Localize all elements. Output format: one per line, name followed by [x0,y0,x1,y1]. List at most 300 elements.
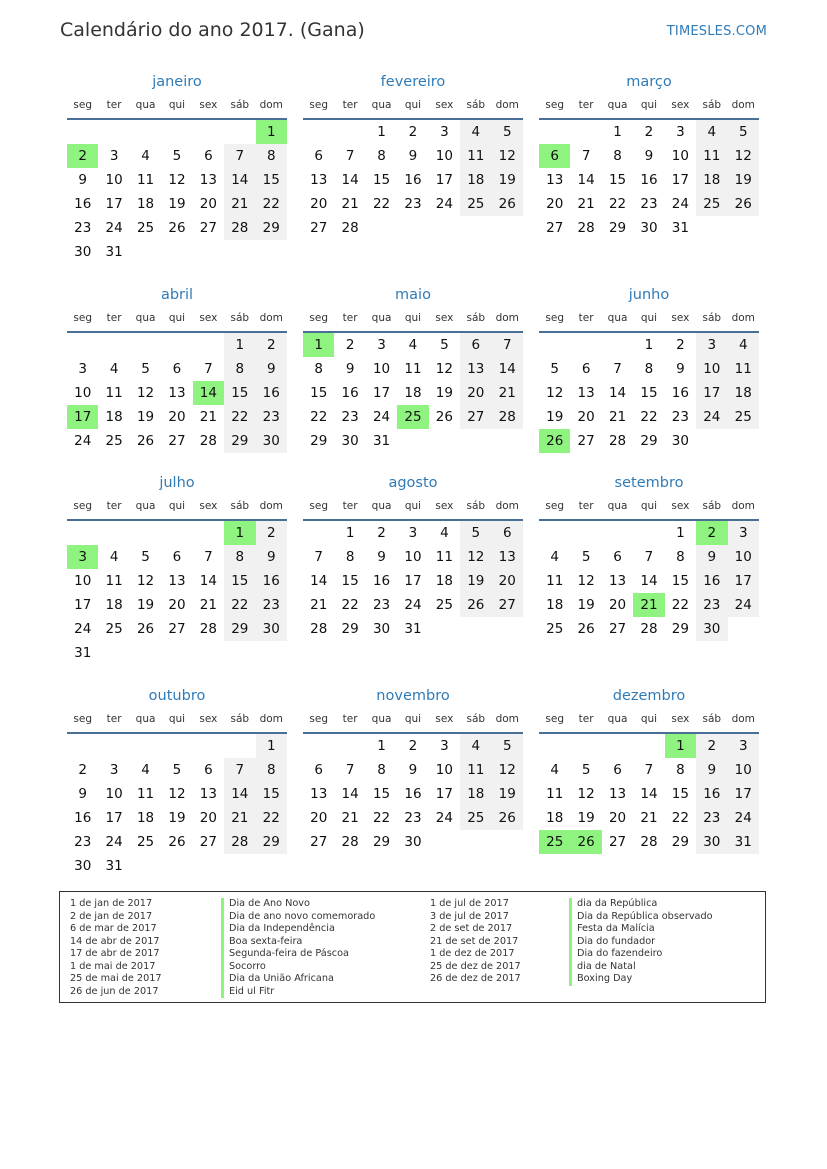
day-cell: 26 [168,220,186,236]
day-cell: 16 [74,196,92,212]
empty-cell [130,521,161,545]
legend-names-col2 [569,898,713,986]
day-cell: 16 [404,786,422,802]
weekday-header: sáb [460,307,491,333]
day-cell: 29 [256,216,287,240]
month-day-grid [303,94,523,240]
month-maio [303,284,523,453]
day-cell: 28 [492,405,523,429]
empty-cell [98,333,129,357]
holiday-date: 1 de jan de 2017 [70,898,153,909]
empty-cell [193,521,224,545]
day-cell: 30 [404,834,422,850]
holiday-date: 25 de mai de 2017 [70,973,162,984]
month-day-grid [539,495,759,641]
day-cell: 3 [377,337,386,353]
weekday-header: qua [602,94,633,120]
day-cell: 5 [581,762,591,778]
day-cell: 16 [74,810,92,826]
day-cell: 16 [696,569,727,593]
day-cell: 4 [408,337,418,353]
day-cell: 20 [310,810,328,826]
day-cell: 12 [492,758,523,782]
day-cell: 15 [372,786,391,802]
weekday-header: dom [492,307,523,333]
day-cell: 27 [199,834,217,850]
month-agosto [303,472,523,641]
weekday-header: qua [130,307,161,333]
day-cell: 10 [404,549,422,565]
month-name: abril [160,287,194,303]
day-cell: 28 [341,834,359,850]
day-cell: 7 [224,758,255,782]
month-day-grid [303,708,523,854]
empty-cell [224,120,255,144]
day-cell: 12 [492,144,523,168]
day-cell: 4 [460,120,491,144]
day-cell: 8 [676,549,685,565]
empty-cell [570,333,601,357]
day-cell: 22 [224,405,255,429]
month-fevereiro [303,71,523,240]
day-cell: 29 [256,830,287,854]
empty-cell [67,734,98,758]
weekday-header: qua [130,708,161,734]
empty-cell [161,734,192,758]
weekday-header: qui [397,94,428,120]
day-cell: 14 [492,357,523,381]
weekday-header: qui [633,495,664,521]
month-name: novembro [376,688,450,704]
day-cell: 7 [345,762,355,778]
day-cell: 24 [404,597,422,613]
day-cell: 25 [460,806,491,830]
month-day-grid [539,708,759,854]
day-cell: 21 [310,597,328,613]
day-cell: 31 [74,645,92,661]
day-cell: 29 [372,834,391,850]
day-cell: 14 [640,786,658,802]
day-cell: 22 [640,409,658,425]
weekday-header: seg [303,495,334,521]
weekday-header: dom [256,708,287,734]
day-cell: 17 [404,573,422,589]
weekday-header: qua [130,94,161,120]
day-cell: 30 [74,858,92,874]
day-cell: 31 [105,858,123,874]
day-cell: 1 [613,124,622,140]
day-cell: 22 [372,810,391,826]
day-cell: 6 [204,148,213,164]
day-cell: 23 [256,405,287,429]
day-cell: 19 [136,597,155,613]
day-cell: 22 [341,597,359,613]
day-cell: 8 [613,148,622,164]
day-cell: 18 [435,573,453,589]
day-cell: 6 [613,549,622,565]
weekday-header: sáb [224,94,255,120]
weekday-header: dom [492,495,523,521]
day-cell: 7 [345,148,355,164]
day-cell: 6 [613,762,622,778]
day-cell: 4 [550,549,559,565]
month-name: março [626,74,672,90]
day-cell: 28 [199,433,217,449]
day-cell: 24 [372,409,391,425]
holiday-date: 21 de set de 2017 [430,935,519,947]
weekday-header: qui [633,307,664,333]
day-cell: 17 [105,810,123,826]
day-cell: 11 [435,549,453,565]
weekday-header: dom [492,94,523,120]
day-cell: 15 [310,385,328,401]
day-cell: 26 [136,621,155,637]
weekday-header: sáb [224,708,255,734]
holiday-date: 26 de dez de 2017 [430,973,521,984]
day-cell: 4 [109,361,119,377]
day-cell: 16 [671,385,689,401]
day-cell: 4 [141,762,150,778]
weekday-header: dom [728,307,759,333]
weekday-header: ter [98,94,129,120]
weekday-header: dom [256,307,287,333]
weekday-header: ter [334,307,365,333]
day-cell: 29 [608,220,627,236]
day-cell: 11 [546,573,564,589]
day-cell: 6 [581,361,591,377]
day-cell: 26 [728,192,759,216]
day-cell: 13 [492,545,523,569]
day-cell: 21 [199,409,217,425]
day-cell: 4 [440,525,449,541]
day-cell: 8 [314,361,323,377]
holiday-date: 17 de abr de 2017 [70,948,160,959]
weekday-header: sex [665,307,696,333]
holiday-name: Dia da União Africana [221,973,375,986]
day-cell: 16 [404,172,422,188]
weekday-header: sex [429,708,460,734]
empty-cell [303,120,334,144]
day-cell: 12 [460,545,491,569]
weekday-header: ter [570,94,601,120]
day-cell: 19 [168,810,186,826]
day-cell: 9 [256,545,287,569]
holiday-date: 1 de jul de 2017 [430,898,509,909]
day-cell: 5 [728,120,759,144]
day-cell: 2 [644,124,654,140]
day-cell: 1 [345,525,355,541]
day-cell: 10 [696,357,727,381]
day-cell: 21 [341,196,359,212]
day-cell: 28 [341,220,359,236]
day-cell: 23 [640,196,658,212]
day-cell: 13 [199,786,217,802]
holiday-day-cell: 26 [570,830,601,854]
month-day-grid [67,495,287,665]
day-cell: 30 [696,617,727,641]
day-cell: 9 [78,786,87,802]
day-cell: 28 [640,621,658,637]
day-cell: 15 [341,573,359,589]
day-cell: 20 [199,196,217,212]
weekday-header: sáb [696,708,727,734]
weekday-header: sex [429,307,460,333]
holiday-name: Boa sexta-feira [221,936,375,949]
day-cell: 13 [168,573,186,589]
day-cell: 24 [728,806,759,830]
day-cell: 1 [256,734,287,758]
weekday-header: sex [193,495,224,521]
empty-cell [303,734,334,758]
day-cell: 9 [408,762,418,778]
weekday-header: seg [539,708,570,734]
holiday-name: Festa da Malícia [569,923,713,936]
day-cell: 13 [199,172,217,188]
day-cell: 7 [581,148,591,164]
day-cell: 4 [141,148,150,164]
day-cell: 12 [728,144,759,168]
day-cell: 1 [676,525,685,541]
month-julho [67,472,287,665]
day-cell: 9 [345,361,355,377]
day-cell: 22 [224,593,255,617]
holiday-date: 1 de dez de 2017 [430,948,515,959]
day-cell: 13 [168,385,186,401]
day-cell: 22 [256,192,287,216]
day-cell: 4 [696,120,727,144]
day-cell: 21 [199,597,217,613]
day-cell: 27 [199,220,217,236]
weekday-header: sáb [460,94,491,120]
empty-cell [539,734,570,758]
day-cell: 17 [728,782,759,806]
day-cell: 3 [109,148,119,164]
day-cell: 7 [224,144,255,168]
empty-cell [539,521,570,545]
weekday-header: sex [665,708,696,734]
weekday-header: dom [728,94,759,120]
empty-cell [224,734,255,758]
empty-cell [334,120,365,144]
weekday-header: seg [539,495,570,521]
day-cell: 28 [224,216,255,240]
day-cell: 28 [608,433,627,449]
day-cell: 14 [199,573,217,589]
weekday-header: qua [602,708,633,734]
empty-cell [193,734,224,758]
legend-names-col1 [221,898,375,998]
day-cell: 7 [492,333,523,357]
day-cell: 31 [404,621,422,637]
day-cell: 3 [676,124,685,140]
day-cell: 27 [608,834,627,850]
day-cell: 5 [460,521,491,545]
weekday-header: qui [161,495,192,521]
day-cell: 27 [310,220,328,236]
day-cell: 5 [492,734,523,758]
holiday-day-cell: 1 [303,333,334,357]
day-cell: 5 [141,361,150,377]
day-cell: 10 [372,361,391,377]
day-cell: 23 [671,409,689,425]
month-name: dezembro [612,688,686,704]
day-cell: 12 [136,385,155,401]
day-cell: 19 [492,168,523,192]
empty-cell [130,120,161,144]
day-cell: 25 [105,621,123,637]
day-cell: 5 [172,762,182,778]
day-cell: 2 [78,762,87,778]
day-cell: 18 [546,597,564,613]
day-cell: 25 [136,834,155,850]
holiday-day-cell: 17 [67,405,98,429]
empty-cell [602,734,633,758]
weekday-header: sex [193,307,224,333]
holiday-date: 26 de jun de 2017 [70,985,159,997]
holiday-name: Dia do fundador [569,936,713,949]
day-cell: 12 [136,573,155,589]
day-cell: 29 [640,433,658,449]
day-cell: 26 [460,593,491,617]
day-cell: 2 [377,525,386,541]
day-cell: 23 [404,810,422,826]
day-cell: 4 [550,762,559,778]
day-cell: 30 [74,244,92,260]
day-cell: 6 [492,521,523,545]
day-cell: 30 [341,433,359,449]
day-cell: 8 [377,762,386,778]
month-day-grid [67,708,287,878]
day-cell: 26 [168,834,186,850]
day-cell: 7 [644,762,654,778]
day-cell: 30 [640,220,658,236]
day-cell: 18 [105,409,123,425]
day-cell: 12 [577,573,595,589]
day-cell: 12 [435,361,453,377]
holiday-day-cell: 6 [539,144,570,168]
holiday-date: 1 de mai de 2017 [70,960,156,972]
day-cell: 15 [671,786,689,802]
day-cell: 1 [644,337,654,353]
day-cell: 11 [728,357,759,381]
holiday-day-cell: 25 [539,830,570,854]
day-cell: 2 [408,738,418,754]
empty-cell [98,521,129,545]
holiday-date: 14 de abr de 2017 [70,935,160,947]
empty-cell [193,120,224,144]
day-cell: 22 [671,597,689,613]
day-cell: 25 [136,220,155,236]
month-day-grid [539,307,759,453]
day-cell: 11 [460,144,491,168]
day-cell: 15 [372,172,391,188]
day-cell: 22 [310,409,328,425]
day-cell: 22 [608,196,627,212]
day-cell: 23 [696,593,727,617]
weekday-header: sex [665,94,696,120]
day-cell: 3 [696,333,727,357]
day-cell: 15 [671,573,689,589]
day-cell: 9 [408,148,418,164]
day-cell: 21 [492,381,523,405]
day-cell: 19 [546,409,564,425]
empty-cell [570,521,601,545]
legend-dates-col2 [430,898,521,986]
weekday-header: sex [429,495,460,521]
day-cell: 18 [728,381,759,405]
day-cell: 11 [105,385,123,401]
brand-logo-link[interactable]: TIMESLES.COM [666,24,767,39]
day-cell: 25 [728,405,759,429]
weekday-header: qua [366,708,397,734]
day-cell: 17 [728,569,759,593]
month-name: julho [159,475,195,491]
weekday-header: sáb [224,307,255,333]
day-cell: 28 [640,834,658,850]
day-cell: 23 [256,593,287,617]
day-cell: 23 [341,409,359,425]
day-cell: 21 [224,192,255,216]
month-day-grid [539,94,759,240]
day-cell: 14 [341,786,359,802]
empty-cell [633,734,664,758]
day-cell: 18 [136,810,155,826]
day-cell: 13 [608,573,627,589]
day-cell: 18 [404,385,422,401]
empty-cell [334,734,365,758]
day-cell: 2 [676,337,685,353]
day-cell: 1 [224,333,255,357]
empty-cell [570,120,601,144]
day-cell: 27 [310,834,328,850]
empty-cell [602,333,633,357]
day-cell: 19 [492,782,523,806]
day-cell: 12 [546,385,564,401]
day-cell: 6 [314,762,323,778]
day-cell: 10 [435,148,453,164]
day-cell: 14 [341,172,359,188]
empty-cell [539,120,570,144]
day-cell: 26 [577,621,595,637]
holiday-name: Dia da Independência [221,923,375,936]
empty-cell [161,333,192,357]
day-cell: 9 [377,549,386,565]
day-cell: 17 [105,196,123,212]
day-cell: 3 [440,124,449,140]
day-cell: 29 [671,834,689,850]
day-cell: 15 [640,385,658,401]
day-cell: 8 [256,758,287,782]
day-cell: 1 [377,738,386,754]
day-cell: 19 [435,385,453,401]
weekday-header: sex [193,708,224,734]
month-day-grid [303,495,523,641]
weekday-header: sex [429,94,460,120]
holiday-day-cell: 1 [256,120,287,144]
weekday-header: sáb [696,307,727,333]
day-cell: 7 [204,361,213,377]
empty-cell [193,333,224,357]
day-cell: 16 [696,782,727,806]
day-cell: 7 [644,549,654,565]
weekday-header: seg [67,94,98,120]
day-cell: 17 [696,381,727,405]
weekday-header: sáb [696,94,727,120]
day-cell: 10 [728,545,759,569]
empty-cell [633,521,664,545]
weekday-header: seg [303,708,334,734]
weekday-header: sáb [224,495,255,521]
